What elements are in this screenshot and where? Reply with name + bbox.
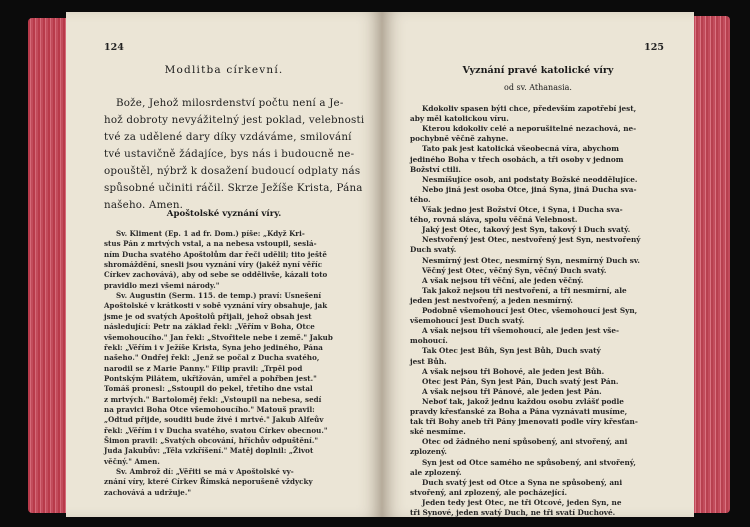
text-line: Jeden tedy jest Otec, ne tři Otcové, jeden Syn, ne (422, 497, 622, 507)
text-line: Věčný jest Otec, věčný Syn, věčný Duch svatý. (422, 265, 607, 275)
text-line: tvé za udělené dary díky vzdáváme, smilování (104, 131, 352, 143)
text-line: Sv. Ambrož dí: „Věřiti se má v Apoštolské vy- (116, 467, 294, 477)
text-line: Kdokoliv spasen býti chce, především zapotřebí jest, (422, 104, 637, 113)
text-line: Duch svatý. (410, 245, 457, 255)
text-line: následující: Petr na základ řekl: „Věřím v Boha, Otce (104, 322, 315, 332)
text-line: Syn jest od Otce samého ne spůsobený, ani stvořený, (422, 457, 636, 467)
text-line: A však nejsou tři všemohoucí, ale jeden jest vše- (422, 326, 620, 336)
text-line: A však nejsou tři věční, ale jeden věčný. (422, 275, 584, 285)
text-line: Apoštolské v krátkosti v sobě vyznání víry obsahuje, jak (104, 301, 328, 311)
text-line: jeden jest nestvořený, a jeden nesmírný. (410, 295, 573, 305)
text-line: mohoucí. (410, 336, 448, 346)
text-line: A však nejsou tři Pánové, ale jeden jest Pán. (422, 386, 602, 396)
text-line: ské nesmíme. (410, 427, 466, 437)
text-line: Jaký jest Otec, takový jest Syn, takový i Duch svatý. (422, 225, 631, 235)
text-line: Však jedno jest Božství Otce, i Syna, i Ducha sva- (422, 205, 623, 214)
text-line: na pravici Boha Otce všemohoucího." Matouš pravil: (104, 404, 315, 414)
text-line: Bože, Jehož milosrdenství počtu není a Je- (116, 97, 344, 109)
text-line: ale zplozený. (410, 467, 462, 477)
text-line: pravdy křesťanské za Boha a Pána vyznávati musíme, (410, 407, 628, 416)
text-line: znání víry, které Církev Římská neporušeně vždycky (104, 477, 313, 487)
page-number-right: 125 (644, 42, 664, 53)
text-line: Pontským Pilátem, ukřižován, umřel a pohřben jest." (104, 373, 317, 383)
text-line: tak tři Bohy aneb tři Pány jmenovati podle víry křesťan- (410, 417, 638, 427)
left-page (66, 12, 382, 517)
text-line: jediného Boha v třech osobách, a tři osoby v jednom (410, 154, 624, 164)
text-line: Juda Jakubův: „Těla vzkříšení." Matěj doplnil: „Život (104, 446, 314, 456)
text-line: tvé ustavičně žádajíce, bys nás i budoucně ne- (104, 148, 355, 160)
creed-title: Vyznání pravé katolické víry (462, 65, 614, 76)
text-line: řekl: „Věřím i v Ducha svatého, svatou Církev obecnou." (104, 425, 328, 435)
page-number-left: 124 (104, 42, 124, 53)
text-line: spůsobné učiniti ráčil. Skrze Ježíše Krista, Pána (104, 182, 363, 194)
text-line: Tak Otec jest Bůh, Syn jest Bůh, Duch svatý (422, 346, 601, 356)
text-line: Církev zachovává), aby od sebe se oddělivše, kázali toto (104, 270, 328, 280)
text-line: narodil se z Marie Panny." Filip pravil: „Trpěl pod (104, 363, 303, 373)
text-line: Šimon pravil: „Svatých obcování, hříchův odpuštění." (104, 436, 319, 445)
text-line: Kterou kdokoliv celé a neporušitelné nezachová, ne- (422, 124, 637, 134)
text-line: jest Bůh. (410, 356, 447, 366)
text-line: shromáždění, snesli jsou vyznání víry (jakéž nyní věříc (104, 260, 323, 270)
text-line: stvořený, ani zplozený, ale pocházející. (410, 487, 568, 497)
text-line: Nestvořený jest Otec, nestvořený jest Syn, nestvořený (422, 235, 641, 245)
text-line: Nesmíšujíce osob, ani podstaty Božské neoddělujíce. (422, 174, 638, 184)
text-line: Tomáš pronesl: „Sstoupil do pekel, třetího dne vstal (104, 384, 313, 394)
section-heading: Apoštolské vyznání víry. (166, 209, 282, 219)
text-line: zplozený. (410, 447, 447, 457)
text-line: Sv. Kliment (Ep. 1 ad fr. Dom.) píše: „Když Kri- (116, 229, 305, 238)
open-book (28, 12, 730, 517)
text-line: věčný." Amen. (104, 456, 160, 466)
text-line: našeho." Ondřej řekl: „Jenž se počal z Ducha svatého, (104, 353, 320, 363)
text-line: jsme je od svatých Apoštolů přijali, jehož obsah jest (104, 311, 312, 321)
text-line: A však nejsou tři Bohové, ale jeden jest Bůh. (422, 366, 605, 376)
text-line: našeho. Amen. (104, 199, 184, 211)
text-line: Tak jakož nejsou tři nestvoření, a tři nesmírní, ale (422, 285, 627, 295)
text-line: hož dobroty nevyážitelný jest poklad, velebnosti (104, 114, 365, 126)
text-line: „Odtud přijde, souditi bude živé i mrtvé." Jakub Alfeův (104, 415, 324, 425)
text-line: z mrtvých." Bartoloměj řekl: „Vstoupil na nebesa, sedí (104, 394, 322, 404)
text-line: pochybně věčně zahyne. (410, 134, 509, 144)
text-line: Nesmírný jest Otec, nesmírný Syn, nesmírný Duch sv. (422, 255, 640, 265)
creed-subtitle: od sv. Athanasia. (504, 83, 572, 92)
text-line: stus Pán z mrtvých vstal, a na nebesa vstoupil, seslá- (104, 239, 317, 249)
text-line: Sv. Augustin (Serm. 115. de temp.) praví: Usnešení (116, 291, 322, 301)
text-line: zachovává a udržuje." (104, 487, 192, 497)
text-line: Neboť tak, jakož jednu každou osobu zvlášť podle (422, 396, 624, 406)
text-line: pravidlo mezi všemi národy." (104, 280, 220, 290)
text-line: všemohoucí jest Duch svatý. (410, 316, 525, 326)
text-line: tého. (410, 194, 431, 204)
prayer-title: Modlitba církevní. (164, 64, 284, 76)
right-page (382, 12, 694, 517)
text-line: Božství ctili. (410, 164, 461, 174)
text-line: aby měl katolickou víru. (410, 114, 509, 124)
right-page-edges (688, 16, 730, 513)
text-line: Otec od žádného není spůsobený, ani stvořený, ani (422, 437, 628, 447)
text-line: všemohoucího." Jan řekl: „Stvořitele nebe i země." Jakub (104, 332, 333, 342)
text-line: Otec jest Pán, Syn jest Pán, Duch svatý jest Pán. (422, 376, 619, 386)
text-line: Podobně všemohoucí jest Otec, všemohoucí jest Syn, (422, 306, 638, 315)
text-line: Duch svatý jest od Otce a Syna ne spůsobený, ani (422, 477, 623, 487)
text-line: opouštěl, nýbrž k dosažení budoucí odplaty nás (104, 165, 361, 177)
text-line: Nebo jiná jest osoba Otce, jiná Syna, jiná Ducha sva- (422, 184, 637, 194)
text-line: řekl: „Věřím i v Ježíše Krista, Syna jeho jediného, Pána (104, 342, 323, 352)
text-line: Tato pak jest katolická všeobecná víra, abychom (422, 144, 619, 154)
text-line: tého, rovná sláva, spolu věčná Velebnost. (410, 215, 578, 225)
text-line: ním Ducha svatého Apoštolům dar řeči udělil; tito ještě (104, 249, 327, 259)
text-line: tři Synové, jeden svatý Duch, ne tři svatí Duchové. (410, 508, 616, 517)
